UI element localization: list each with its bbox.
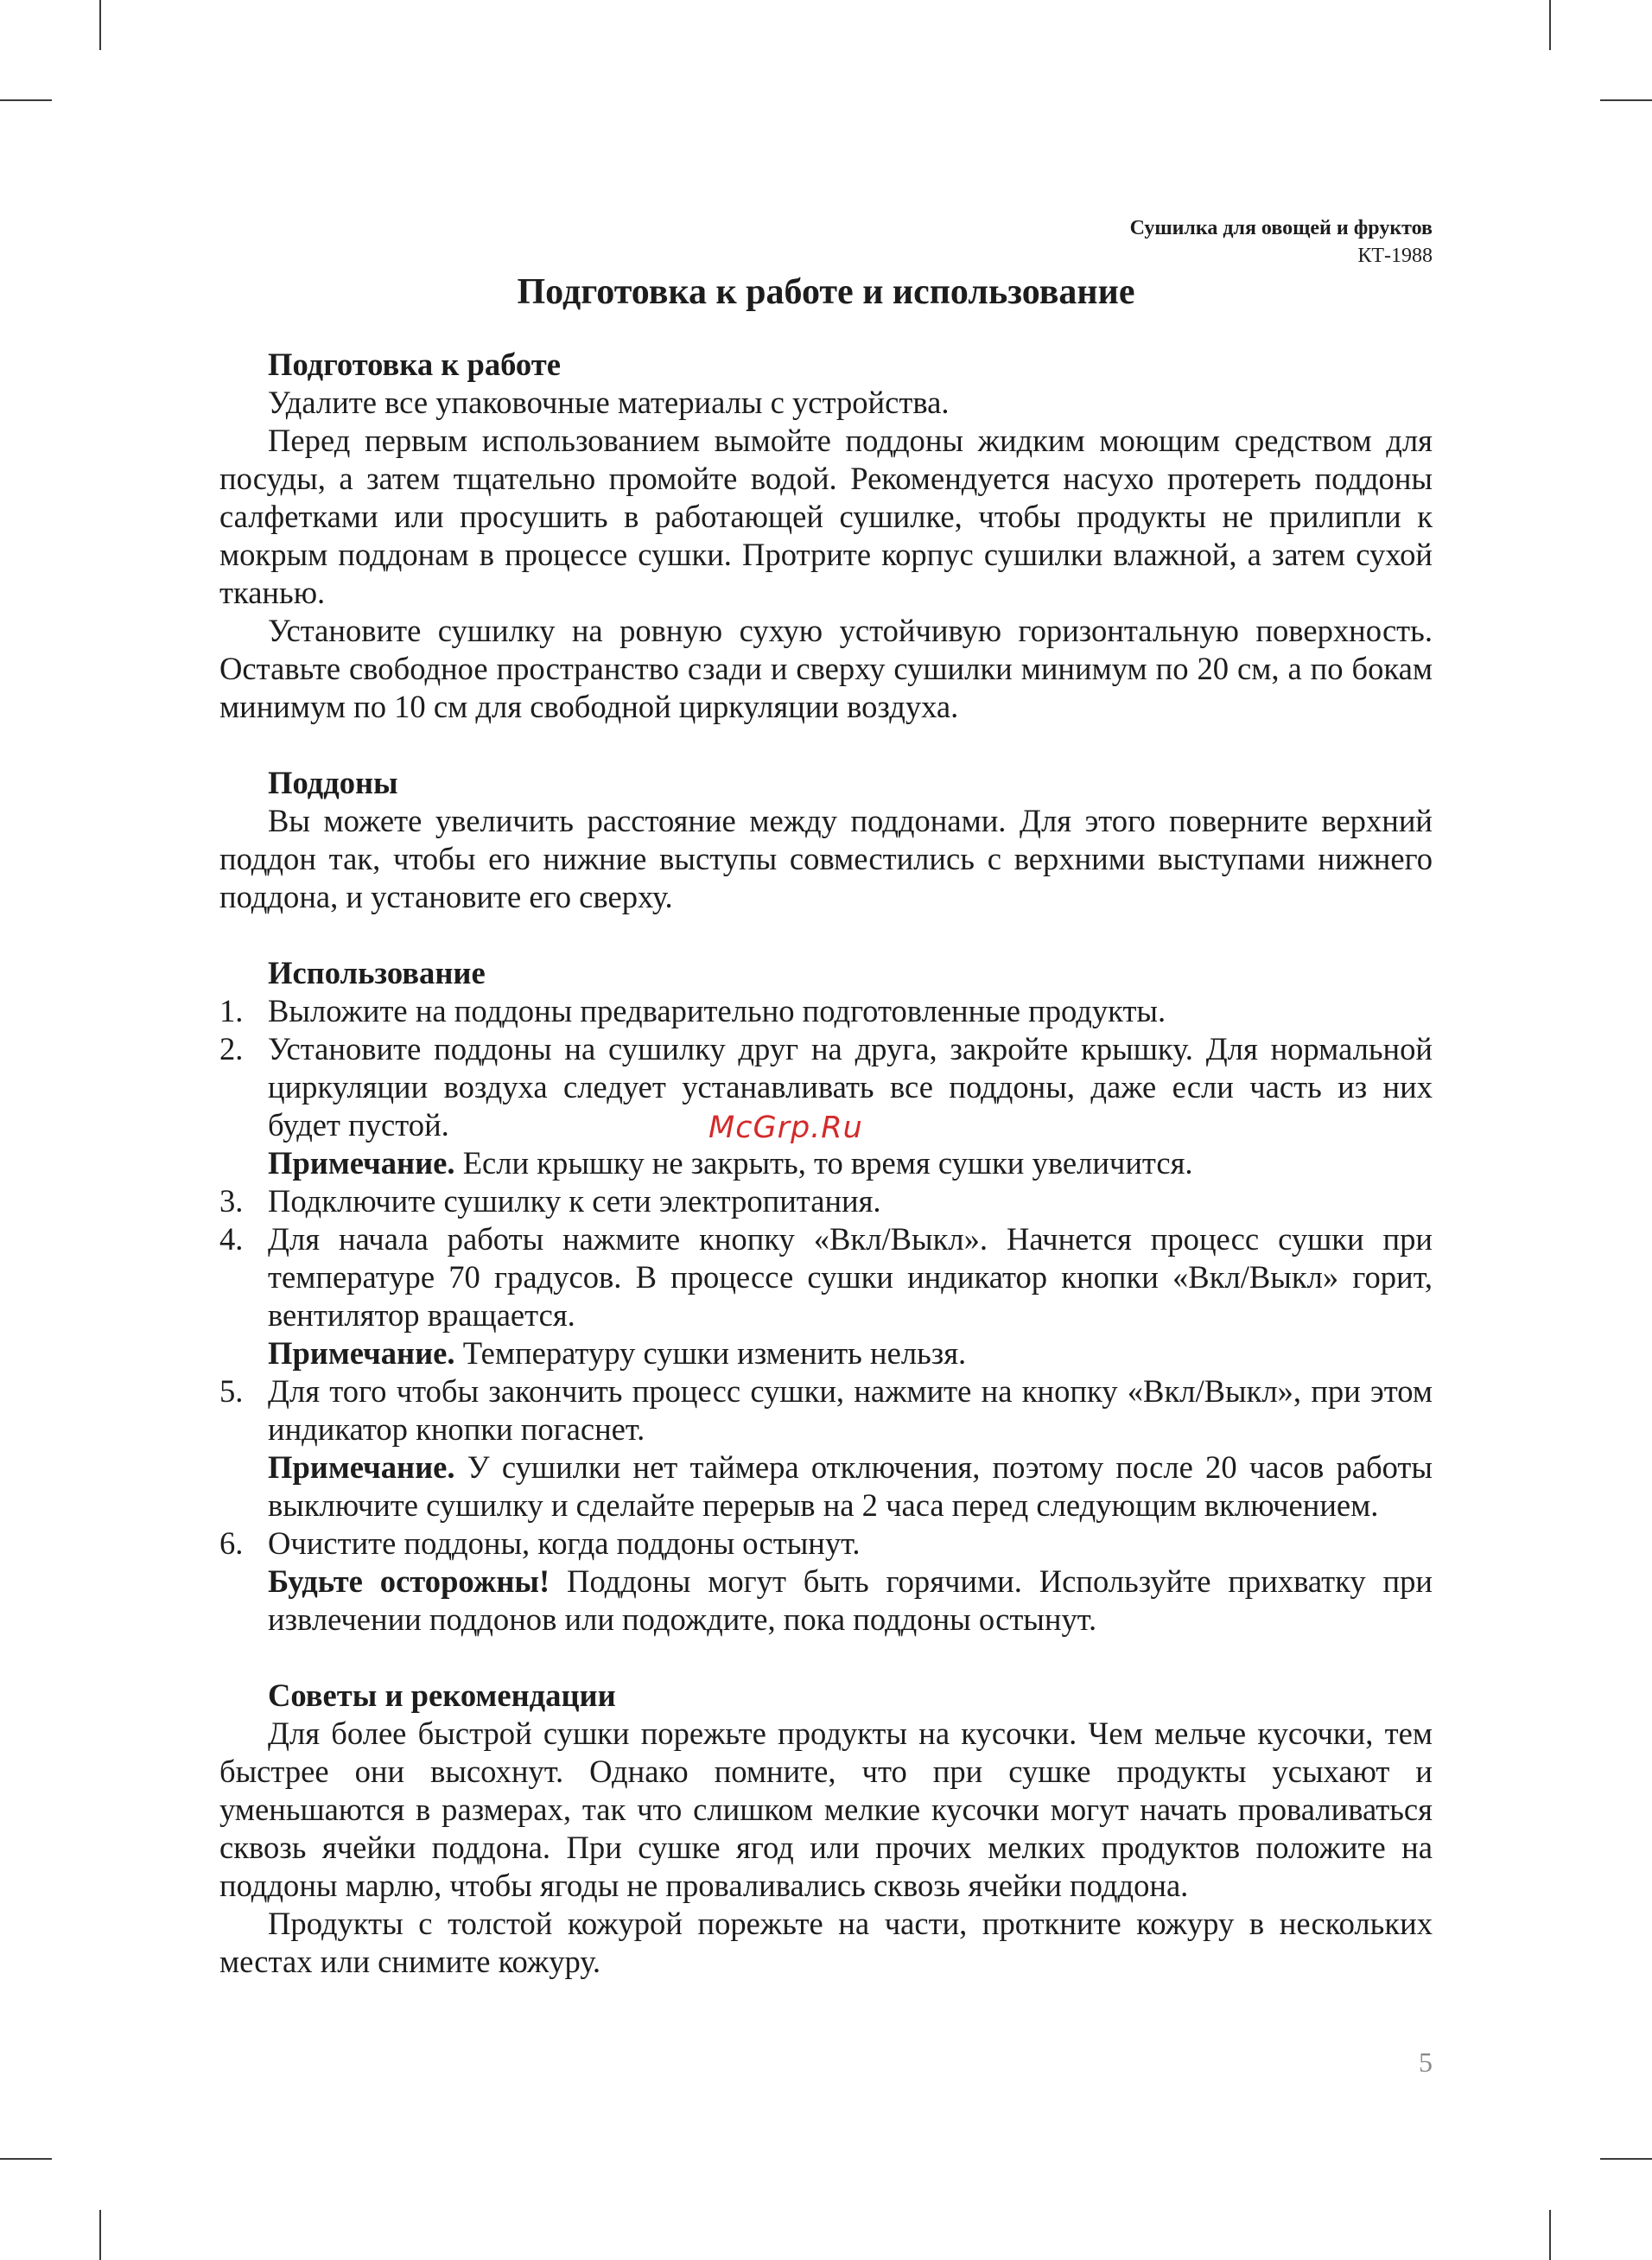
note-label: Примечание.	[268, 1449, 455, 1485]
step-text: Для начала работы нажмите кнопку «Вкл/Выкл». Начнется процесс сушки при температуре 70 градусов. В процессе сушки индикатор кнопки «Вкл/Выкл» горит, вентилятор вращается.	[268, 1221, 1433, 1333]
step-note	[268, 1448, 1433, 1525]
running-header	[1130, 214, 1433, 270]
step-number: 1.	[219, 993, 244, 1028]
step-note	[268, 1563, 1433, 1639]
paragraph: Удалите все упаковочные материалы с устройства.	[268, 385, 950, 420]
crop-mark	[99, 2210, 101, 2260]
usage-steps-list	[219, 992, 1433, 1639]
section-trays	[219, 764, 1433, 916]
note-label: Будьте осторожны!	[268, 1563, 550, 1599]
note-text: У сушилки нет таймера отключения, поэтому после 20 часов работы выключите сушилку и сделайте перерыв на 2 часа перед следующим включением.	[268, 1449, 1433, 1523]
page-content	[219, 346, 1433, 1981]
paragraph: Для более быстрой сушки порежьте продукты на кусочки. Чем мельче кусочки, тем быстрее они высохнут. Однако помните, что при сушке продукты усыхают и уменьшаются в размерах, так что слишком мелкие кусочки могут начать проваливаться сквозь ячейки поддона. При сушке ягод или прочих мелких продуктов положите на поддоны марлю, чтобы ягоды не проваливались сквозь ячейки поддона.	[219, 1716, 1433, 1903]
list-item	[219, 1525, 1433, 1639]
step-note	[268, 1144, 1433, 1182]
section-preparation	[219, 346, 1433, 726]
section-heading: Поддоны	[268, 765, 398, 800]
crop-mark	[0, 99, 52, 101]
section-tips	[219, 1677, 1433, 1981]
paragraph: Вы можете увеличить расстояние между поддонами. Для этого поверните верхний поддон так, чтобы его нижние выступы совместились с верхними выступами нижнего поддона, и установите его сверху.	[219, 803, 1433, 914]
page-number: 5	[1419, 2047, 1433, 2078]
crop-mark	[1549, 2210, 1551, 2260]
section-heading: Подготовка к работе	[268, 347, 561, 382]
section-heading: Советы и рекомендации	[268, 1677, 616, 1713]
crop-mark	[1600, 2158, 1652, 2160]
note-label: Примечание.	[268, 1145, 455, 1181]
list-item	[219, 1030, 1433, 1182]
step-number: 3.	[219, 1183, 244, 1219]
list-item	[219, 992, 1433, 1030]
step-number: 4.	[219, 1221, 244, 1257]
crop-mark	[1600, 99, 1652, 101]
watermark: McGrp.Ru	[708, 1111, 863, 1145]
note-text: Если крышку не закрыть, то время сушки увеличится.	[454, 1145, 1193, 1181]
step-note	[268, 1334, 1433, 1372]
note-label: Примечание.	[268, 1335, 455, 1371]
step-text: Установите поддоны на сушилку друг на друга, закройте крышку. Для нормальной циркуляции воздуха следует устанавливать все поддоны, даже если часть из них будет пустой.	[268, 1031, 1433, 1143]
step-number: 6.	[219, 1525, 244, 1561]
section-heading: Использование	[268, 955, 486, 990]
paragraph: Продукты с толстой кожурой порежьте на части, проткните кожуру в нескольких местах или снимите кожуру.	[219, 1906, 1433, 1979]
step-text: Подключите сушилку к сети электропитания.	[268, 1183, 881, 1219]
note-text: Поддоны могут быть горячими. Используйте прихватку при извлечении поддонов или подождите, пока поддоны остынут.	[268, 1563, 1433, 1637]
crop-mark	[1549, 0, 1551, 50]
list-item	[219, 1220, 1433, 1372]
step-text: Очистите поддоны, когда поддоны остынут.	[268, 1525, 861, 1561]
crop-mark	[99, 0, 101, 50]
header-product-name: Сушилка для овощей и фруктов	[1129, 217, 1433, 239]
list-item	[219, 1372, 1433, 1525]
page-title: Подготовка к работе и использование	[517, 272, 1135, 312]
list-item	[219, 1182, 1433, 1220]
crop-mark	[0, 2158, 52, 2160]
step-text: Для того чтобы закончить процесс сушки, нажмите на кнопку «Вкл/Выкл», при этом индикатор кнопки погаснет.	[268, 1373, 1433, 1447]
section-usage	[219, 954, 1433, 1639]
step-number: 2.	[219, 1031, 244, 1066]
paragraph: Установите сушилку на ровную сухую устойчивую горизонтальную поверхность. Оставьте свободное пространство сзади и сверху сушилки минимум по 20 см, а по бокам минимум по 10 см для свободной циркуляции воздуха.	[219, 613, 1433, 724]
header-model: КТ-1988	[1357, 245, 1433, 267]
step-text: Выложите на поддоны предварительно подготовленные продукты.	[268, 993, 1166, 1028]
note-text: Температуру сушки изменить нельзя.	[454, 1335, 967, 1371]
paragraph: Перед первым использованием вымойте поддоны жидким моющим средством для посуды, а затем тщательно промойте водой. Рекомендуется насухо протереть поддоны салфетками или просушить в работающей сушилке, чтобы продукты не прилипли к мокрым поддонам в процессе сушки. Протрите корпус сушилки влажной, а затем сухой тканью.	[219, 423, 1433, 610]
step-number: 5.	[219, 1373, 244, 1409]
